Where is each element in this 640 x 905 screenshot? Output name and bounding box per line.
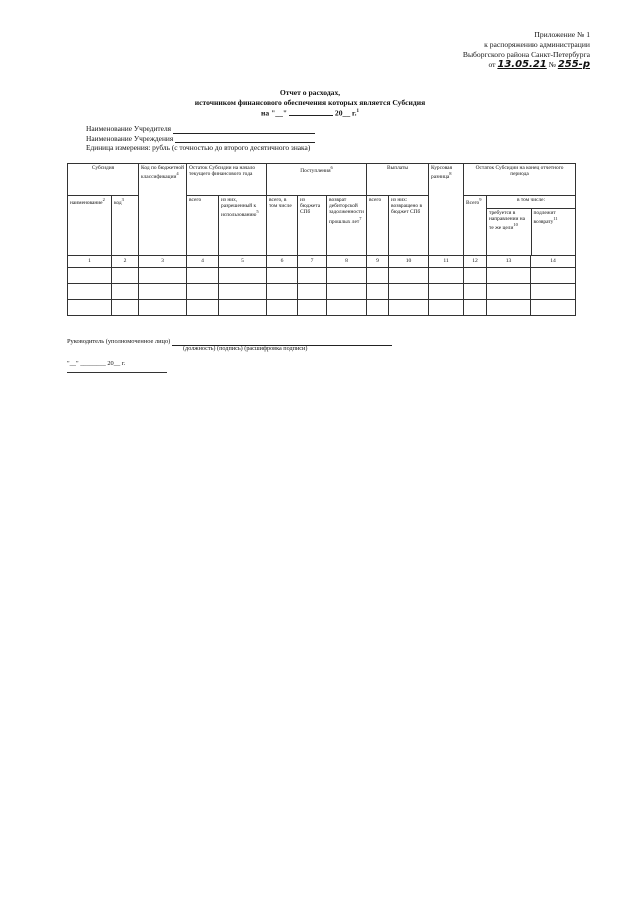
table-row xyxy=(68,268,576,284)
head-label: Руководитель (уполномоченное лицо) xyxy=(67,338,171,345)
table-cell[interactable] xyxy=(327,284,367,300)
handwritten-number: 255-р xyxy=(557,59,590,70)
table-cell[interactable] xyxy=(389,300,429,316)
table-cell[interactable] xyxy=(112,284,139,300)
subheader-name: наименование$^2$ xyxy=(68,196,112,256)
signature-sub-labels: (должность) (подпись) (расшифровка подписи) xyxy=(183,345,308,352)
table-cell[interactable] xyxy=(367,300,389,316)
subheader-balance-allowed: из них, разрешенный к использованию$^5$ xyxy=(219,196,267,256)
title-line-3 xyxy=(150,107,470,118)
table-cell[interactable] xyxy=(219,268,267,284)
report-fields xyxy=(86,124,315,153)
subheader-including xyxy=(487,196,576,256)
col-number: 6 xyxy=(267,256,298,268)
table-cell[interactable] xyxy=(298,284,327,300)
subheader-receipts-budget: из бюджета СПб xyxy=(298,196,327,256)
subheader-receipts-total: всего, в том числе xyxy=(267,196,298,256)
number-label: № xyxy=(548,60,556,69)
col-number: 5 xyxy=(219,256,267,268)
header-payments: Выплаты xyxy=(367,164,429,196)
table-cell[interactable] xyxy=(531,268,576,284)
decree-date-number xyxy=(420,60,590,70)
header-receipts: Поступления$^6$ xyxy=(267,164,367,196)
institution-field xyxy=(86,134,315,144)
header-subsidy: Субсидия xyxy=(68,164,139,196)
subheader-payments-returned: из них: возвращено в бюджет СПб xyxy=(389,196,429,256)
subheader-payments-total: всего xyxy=(367,196,389,256)
table-cell[interactable] xyxy=(464,300,487,316)
table-cell[interactable] xyxy=(219,300,267,316)
table-cell[interactable] xyxy=(187,300,219,316)
table-row xyxy=(68,300,576,316)
col-number: 1 xyxy=(68,256,112,268)
header-balance-start: Остаток Субсидии на начало текущего финансового года xyxy=(187,164,267,196)
table-cell[interactable] xyxy=(187,268,219,284)
col-number: 7 xyxy=(298,256,327,268)
subheader-balance-total: всего xyxy=(187,196,219,256)
footnote-divider xyxy=(67,372,167,373)
col-number: 2 xyxy=(112,256,139,268)
title-line-2: источником финансового обеспечения которых является Субсидия xyxy=(194,97,426,107)
col-number: 8 xyxy=(327,256,367,268)
subheader-including-label: в том числе: xyxy=(487,196,575,209)
table-cell[interactable] xyxy=(112,300,139,316)
expense-report-table xyxy=(67,163,576,316)
subheader-code: код$^3$ xyxy=(112,196,139,256)
header-budget-code: Код по бюджетной классификации$^4$ xyxy=(139,164,187,256)
col-number: 10 xyxy=(389,256,429,268)
col-number: 9 xyxy=(367,256,389,268)
table-cell[interactable] xyxy=(267,268,298,284)
administration-name: Выборгского района Санкт-Петербурга xyxy=(462,50,590,59)
table-row xyxy=(68,284,576,300)
table-cell[interactable] xyxy=(487,268,531,284)
table-cell[interactable] xyxy=(487,300,531,316)
appendix-number: Приложение № 1 xyxy=(534,30,590,39)
table-cell[interactable] xyxy=(139,268,187,284)
institution-label: Наименование Учреждения xyxy=(86,133,174,143)
subheader-end-total: Всего$^9$ xyxy=(464,196,487,256)
table-cell[interactable] xyxy=(531,284,576,300)
subheader-receipts-return: возврат дебиторской задолженности прошлых лет$^7$ xyxy=(327,196,367,256)
col-number: 14 xyxy=(531,256,576,268)
founder-field xyxy=(86,124,315,134)
table-cell[interactable] xyxy=(267,300,298,316)
table-cell[interactable] xyxy=(139,284,187,300)
table-cell[interactable] xyxy=(327,300,367,316)
table-cell[interactable] xyxy=(219,284,267,300)
report-title xyxy=(150,88,470,118)
table-cell[interactable] xyxy=(327,268,367,284)
header-balance-end: Остаток Субсидии на конец отчетного периода xyxy=(464,164,576,196)
table-cell[interactable] xyxy=(112,268,139,284)
title-date-prefix: на "__" xyxy=(261,108,288,118)
table-cell[interactable] xyxy=(429,284,464,300)
table-cell[interactable] xyxy=(487,284,531,300)
table-cell[interactable] xyxy=(464,268,487,284)
col-number: 11 xyxy=(429,256,464,268)
table-cell[interactable] xyxy=(367,268,389,284)
subheader-to-return: подлежит возврату$^{11}$ xyxy=(533,210,558,225)
table-cell[interactable] xyxy=(367,284,389,300)
table-cell[interactable] xyxy=(429,268,464,284)
title-line-1: Отчет о расходах, xyxy=(279,88,341,97)
table-cell[interactable] xyxy=(68,284,112,300)
table-cell[interactable] xyxy=(267,284,298,300)
title-footnote-mark: 1 xyxy=(356,109,359,114)
column-number-row xyxy=(68,256,576,268)
table-cell[interactable] xyxy=(298,300,327,316)
col-number: 12 xyxy=(464,256,487,268)
table-cell[interactable] xyxy=(187,284,219,300)
units-label: Единица измерения: рубль (с точностью до второго десятичного знака) xyxy=(86,143,311,152)
subheader-required: требуется в направлении на те же цели$^{10}$ xyxy=(487,209,532,255)
table-cell[interactable] xyxy=(68,300,112,316)
table-cell[interactable] xyxy=(464,284,487,300)
table-cell[interactable] xyxy=(389,284,429,300)
title-date-suffix: 20__ г. xyxy=(334,108,357,118)
col-number: 3 xyxy=(139,256,187,268)
appendix-reference: к распоряжению администрации xyxy=(484,40,590,49)
founder-label: Наименование Учредителя xyxy=(86,124,172,133)
ot-label: от xyxy=(488,60,496,69)
signature-date: "__" ________ 20__ г. xyxy=(67,360,126,367)
table-cell[interactable] xyxy=(68,268,112,284)
table-cell[interactable] xyxy=(389,268,429,284)
header-exchange-difference: Курсовая разница$^8$ xyxy=(429,164,464,256)
appendix-header xyxy=(420,30,590,70)
handwritten-date: 13.05.21 xyxy=(497,59,547,70)
table-cell[interactable] xyxy=(531,300,576,316)
col-number: 4 xyxy=(187,256,219,268)
table-cell[interactable] xyxy=(429,300,464,316)
col-number: 13 xyxy=(487,256,531,268)
table-cell[interactable] xyxy=(298,268,327,284)
table-cell[interactable] xyxy=(139,300,187,316)
